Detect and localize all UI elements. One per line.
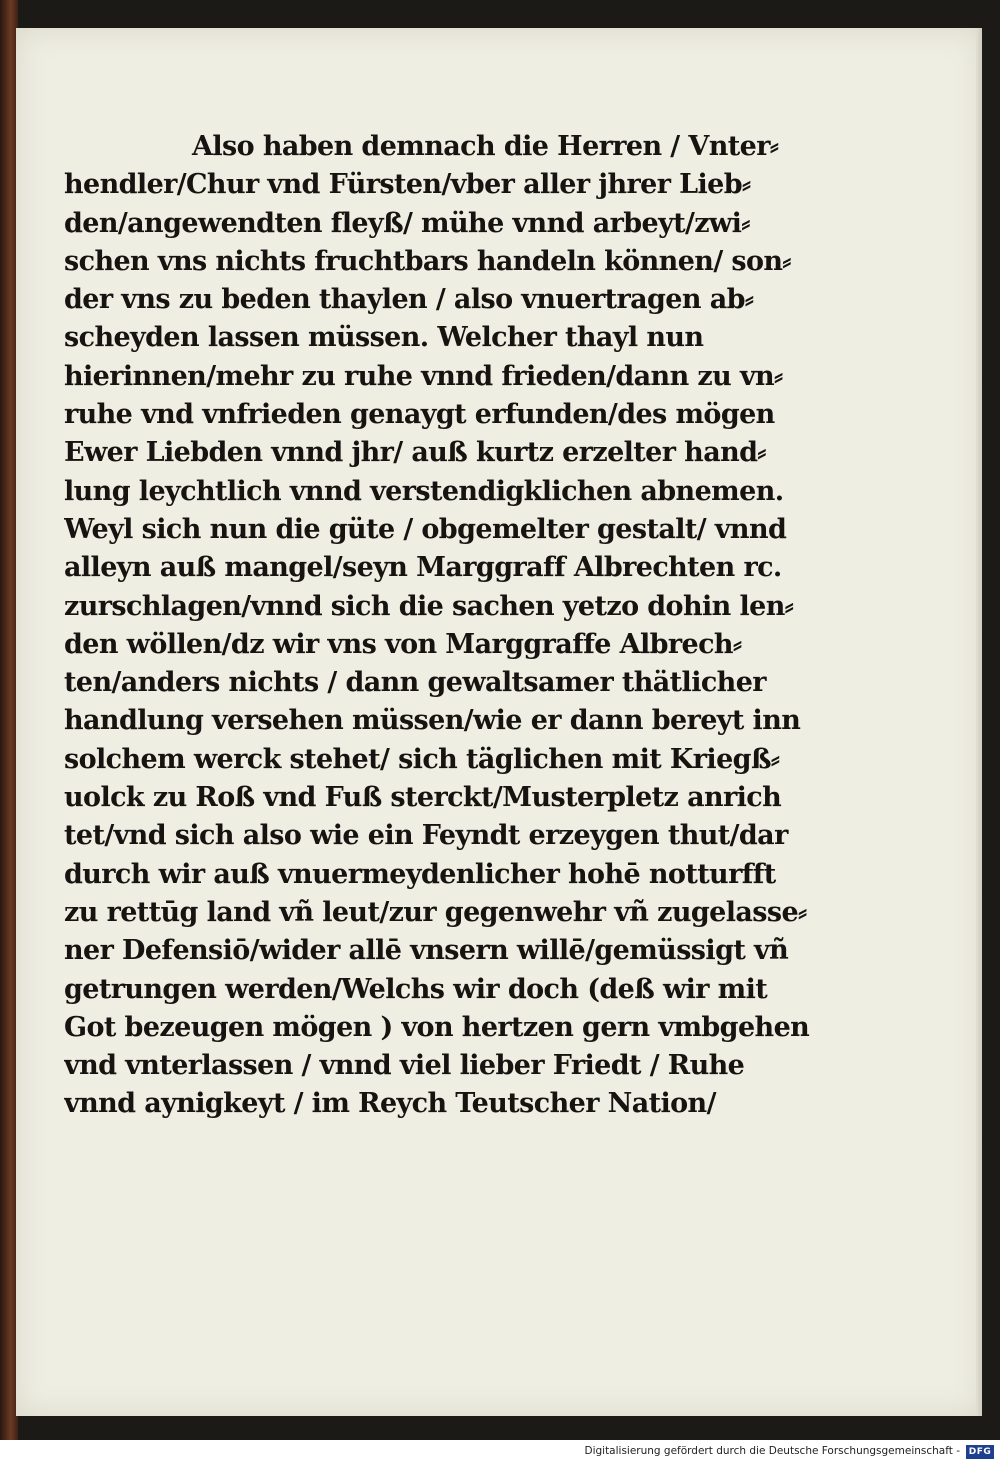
text-line: uolck zu Roß vnd Fuß sterckt/Musterpletz anrich: [64, 782, 782, 814]
page: [16, 28, 982, 1416]
text-line: handlung versehen müssen/wie er dann bereyt inn: [64, 705, 801, 737]
footer-bar: [0, 1440, 1000, 1465]
text-line: hierinnen/mehr zu ruhe vnnd frieden/dann zu vn⸗: [64, 360, 783, 392]
text-line: ruhe vnd vnfrieden genaygt erfunden/des mögen: [64, 399, 775, 431]
text-line: Got bezeugen mögen ) von hertzen gern vmbgehen: [64, 1011, 810, 1043]
text-line: durch wir auß vnuermeydenlicher hohē notturfft: [64, 858, 776, 890]
text-line: lung leychtlich vnnd verstendigklichen abnemen.: [64, 475, 784, 507]
page-text: [64, 128, 844, 1124]
text-line: Ewer Liebden vnnd jhr/ auß kurtz erzelter hand⸗: [64, 437, 766, 469]
funding-credit: Digitalisierung gefördert durch die Deutsche Forschungsgemeinschaft -: [584, 1445, 960, 1457]
text-line: scheyden lassen müssen. Welcher thayl nun: [64, 322, 704, 354]
text-line: zurschlagen/vnnd sich die sachen yetzo dohin len⸗: [64, 590, 794, 622]
text-line: der vns zu beden thaylen / also vnuertragen ab⸗: [64, 284, 754, 316]
dfg-logo-icon: DFG: [966, 1445, 994, 1459]
text-line: Also haben demnach die Herren / Vnter⸗: [192, 131, 779, 162]
text-line: zu rettūg land vñ leut/zur gegenwehr vñ zugelasse⸗: [64, 896, 807, 928]
text-line: ner Defensiō/wider allē vnsern willē/gemüssigt vñ: [64, 935, 789, 967]
text-line: alleyn auß mangel/seyn Marggraff Albrechten rc.: [64, 552, 782, 584]
text-line: Weyl sich nun die güte / obgemelter gestalt/ vnnd: [64, 513, 787, 545]
text-line: vnnd aynigkeyt / im Reych Teutscher Nation/: [64, 1088, 716, 1120]
text-line: getrungen werden/Welchs wir doch (deß wir mit: [64, 973, 768, 1005]
text-line: tet/vnd sich also wie ein Feyndt erzeygen thut/dar: [64, 820, 788, 852]
text-line: ten/anders nichts / dann gewaltsamer thätlicher: [64, 667, 766, 699]
text-line: solchem werck stehet/ sich täglichen mit Kriegß⸗: [64, 743, 780, 775]
text-line: vnd vnterlassen / vnnd viel lieber Friedt / Ruhe: [64, 1050, 745, 1082]
text-line: den wöllen/dz wir vns von Marggraffe Albrech⸗: [64, 628, 742, 660]
page-edge: [976, 28, 982, 1416]
text-line: hendler/Chur vnd Fürsten/vber aller jhrer Lieb⸗: [64, 169, 751, 201]
text-line: den/angewendten fleyß/ mühe vnnd arbeyt/zwi⸗: [64, 207, 750, 239]
text-line: schen vns nichts fruchtbars handeln können/ son⸗: [64, 245, 791, 277]
